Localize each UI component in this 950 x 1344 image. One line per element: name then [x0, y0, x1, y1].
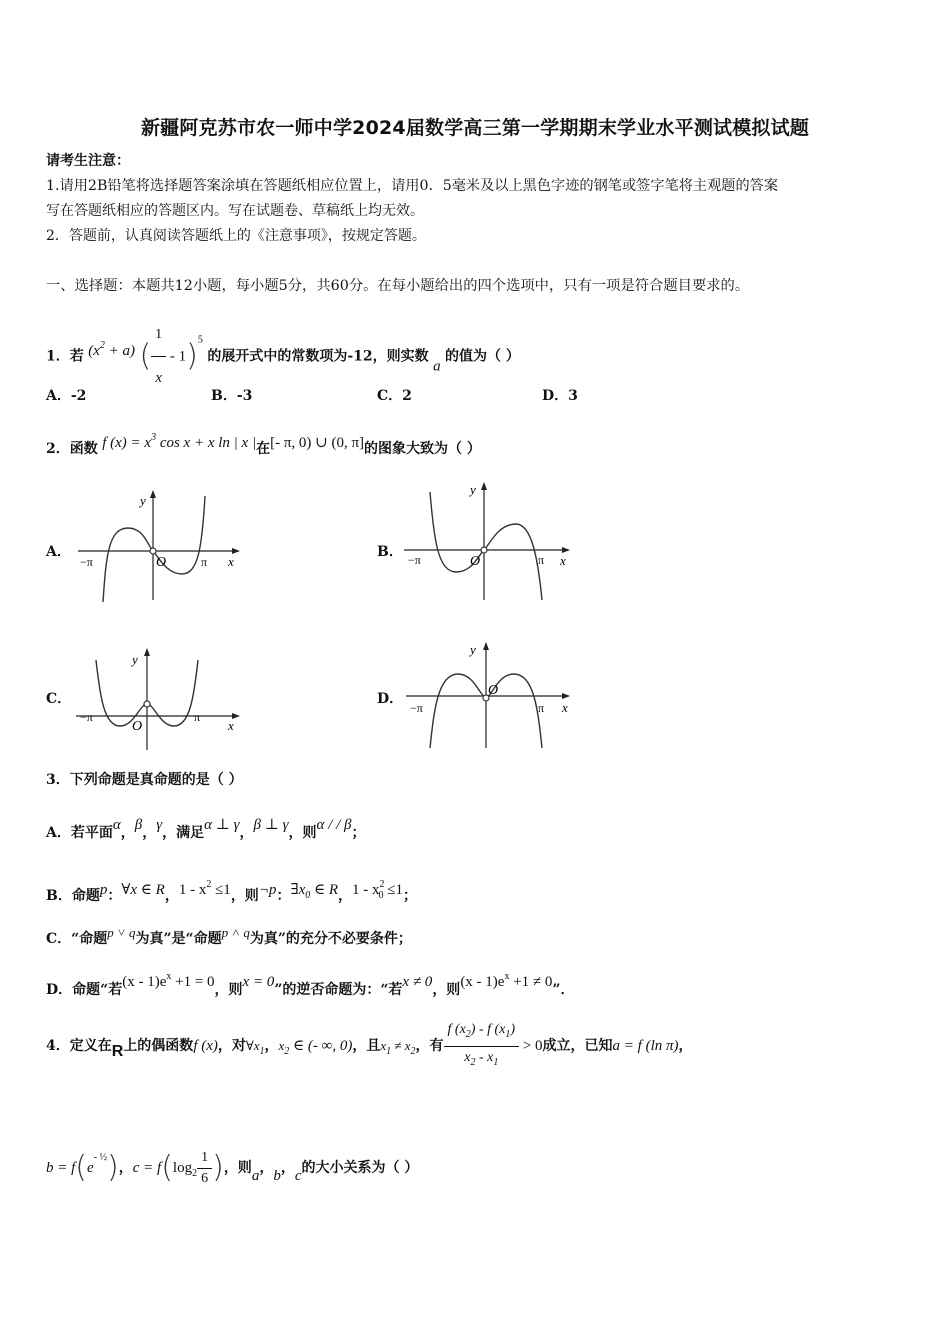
question-4-continued: $b = f(e^{- \frac{1}{2}})$，$c = f(\log_2$ $\frac{1}{6}$ )，则a，b，c的大小关系为（ ） [46, 1130, 418, 1186]
q2a-neg-pi: −π [80, 555, 93, 569]
q3d-end: ”． [552, 982, 575, 998]
q2b-pi: π [538, 553, 545, 567]
q4-e: e [87, 1160, 94, 1176]
notice-line-1: 1.请用2B铅笔将选择题答案涂填在答题纸相应位置上，请用0．5毫米及以上黑色字迹的钢笔或签字笔将主观题的答案 [46, 178, 779, 194]
q4-fx: f (x) [193, 1038, 218, 1054]
q2b-neg-pi: −π [408, 553, 421, 567]
q3d-then2: ，则 [432, 982, 461, 998]
q4-interval: $x_2$ ∈ (- ∞, 0) [278, 1038, 353, 1057]
q3b-prefix: B．命题 [46, 888, 100, 904]
q2c-x-label: x [228, 718, 234, 733]
question-4: 4．定义在R上的偶函数f (x)，对$\forall x_1$，$x_2$ ∈ (- ∞, 0)，且$x_1 \ne x_2$，有 $\frac{f (x_2) - f (x_1)}{x_2 - x_1}$ > 0成立，已知a = f (ln π)， [46, 1018, 693, 1074]
q3-option-b[interactable]: B．命题p：∀x ∈ R，$1 - x^2 \le 1$，则¬p：$\exists x_0$ ∈ R，$1 - x^2_0 \le 1$； [46, 879, 417, 904]
q3a-semi: ； [351, 825, 366, 841]
q4-t5: 成立，已知 [542, 1038, 613, 1054]
q2-in: 在 [256, 441, 271, 457]
q3a-alpha: α [112, 817, 121, 833]
q4-t3: ，且 [352, 1038, 381, 1054]
q4-var-b: b [273, 1168, 281, 1184]
q1-number: 1．若 [46, 348, 84, 365]
q4-t6: ，则 [223, 1160, 252, 1176]
q1-expr: $(x^2 + a)$ [88, 339, 135, 359]
q2d-origin: O [488, 683, 499, 698]
q3d-xne0: x ≠ 0 [402, 974, 433, 990]
q2c-origin: O [132, 719, 143, 734]
question-2 [46, 424, 481, 457]
q3d-expr: $(x - 1)e^x +1 = 0$ [122, 971, 215, 990]
q1-power: 5 [197, 334, 203, 346]
q3b-forall: ∀x ∈ R [121, 882, 165, 898]
q2b-origin: O [470, 554, 481, 569]
q3b-p: p [99, 882, 108, 898]
notice-line-3: 2．答题前，认真阅读答题纸上的《注意事项》，按规定答题。 [46, 228, 426, 244]
q3b-not-p: ¬p [258, 882, 277, 898]
q4-log-fraction: $\frac{1}{6}$ [197, 1148, 212, 1189]
q4-neq: $x_1 \ne x_2$ [380, 1038, 416, 1057]
q3a-gamma: γ [156, 817, 163, 833]
q3a-parallel: α / / β [316, 817, 352, 833]
q3d-expr2: $(x - 1)e^x +1 \ne 0$ [460, 971, 553, 990]
q3a-then: ，则 [288, 825, 317, 841]
q2-domain: [- π, 0) ∪ (0, π] [270, 435, 365, 451]
q2-label-c[interactable]: C． [46, 691, 72, 707]
q3c-p-and-q: p ˄ q [221, 925, 250, 940]
q4-gt0: > 0 [519, 1038, 543, 1054]
q3c-mid2: 为真”的充分不必要条件； [249, 931, 412, 947]
q4-log: $\log_2$ [172, 1160, 198, 1179]
q4-b-def: b = f [46, 1160, 76, 1176]
q2c-y-label: y [132, 652, 138, 667]
q2-graph-a[interactable] [70, 488, 250, 604]
q2-text: 的图象大致为（ ） [364, 441, 481, 457]
q1-text-1: 的展开式中的常数项为-12，则实数 [207, 348, 429, 365]
q3c-prefix: C．“命题 [46, 931, 108, 947]
q3-option-c[interactable] [46, 918, 412, 948]
q2d-y-label: y [470, 642, 476, 657]
q3b-then: ，则 [230, 888, 259, 904]
q4-a-def: a = f (ln π) [612, 1038, 679, 1054]
q3a-prefix: A．若平面 [46, 825, 113, 841]
q2a-origin: O [156, 555, 167, 570]
notice-heading: 请考生注意： [46, 153, 130, 169]
q4-c-def: c = f [132, 1160, 162, 1176]
q2a-pi: π [201, 555, 208, 569]
q3a-satisfy: ，满足 [162, 825, 205, 841]
q4-forall: $\forall x_1$ [245, 1038, 265, 1057]
q1-option-c[interactable]: C．2 [377, 388, 412, 404]
notice-line-2: 写在答题纸相应的答题区内。写在试题卷、草稿纸上均无效。 [46, 203, 424, 219]
q1-option-a[interactable]: A．-2 [46, 388, 87, 404]
q3b-ineq2: $1 - x^2_0 \le 1$ [352, 879, 403, 901]
q3-option-d[interactable] [46, 960, 575, 998]
q3a-perp1: α ⊥ γ [204, 817, 240, 833]
q1-text-2: 的值为（ ） [445, 348, 520, 365]
q2-label-d[interactable]: D． [377, 691, 404, 707]
q2a-x-label: x [228, 554, 234, 569]
q2-label-a[interactable]: A． [46, 544, 71, 560]
question-3-stem: 3．下列命题是真命题的是（ ） [46, 772, 243, 788]
q3b-ineq: $1 - x^2 \le 1$ [178, 879, 231, 898]
q3c-p-or-q: p ˅ q [107, 925, 136, 940]
q3b-exists: $\exists x_0$ ∈ R [290, 882, 339, 901]
q3d-then: ，则 [214, 982, 243, 998]
q3b-colon: ： [107, 888, 122, 904]
q4-var-c: c [294, 1168, 302, 1184]
q1-option-b[interactable]: B．-3 [211, 388, 253, 404]
q2-number: 2．函数 [46, 441, 98, 457]
q3a-beta: β [134, 817, 143, 833]
q4-exponent: - ½ [93, 1152, 108, 1163]
q2d-pi: π [538, 701, 545, 715]
q2-graph-b[interactable] [400, 480, 580, 604]
q2b-x-label: x [560, 553, 566, 568]
q4-var-a: a [251, 1168, 260, 1184]
q1-option-d[interactable]: D．3 [542, 388, 578, 404]
q3c-mid1: 为真”是“命题 [135, 931, 222, 947]
q2-function: f $(x) = x^3$ cos x + x ln | x | [102, 432, 257, 451]
q3d-mid: ”的逆否命题为：“若 [274, 982, 403, 998]
question-1: 1．若 $(x^2 + a)$ ( $\frac{1}{x}$ - 1)$^5$ 的展开式中的常数项为-12，则实数 a 的值为（ ） [46, 314, 520, 356]
q4-t7: 的大小关系为（ ） [301, 1160, 419, 1176]
q4-t1: 上的偶函数 [123, 1038, 194, 1054]
q2b-y-label: y [470, 482, 476, 497]
q3d-prefix: D．命题“若 [46, 982, 123, 998]
q2c-neg-pi: −π [80, 710, 93, 724]
q2d-neg-pi: −π [410, 701, 423, 715]
section-heading: 一、选择题：本题共12小题，每小题5分，共60分。在每小题给出的四个选项中，只有一项是符合题目要求的。 [46, 278, 750, 294]
q2c-pi: π [194, 710, 201, 724]
q4-t2: ，对 [217, 1038, 246, 1054]
q4-set-r: R [111, 1043, 124, 1060]
q1-minus-one: - 1 [166, 348, 187, 365]
q1-var-a: a [433, 358, 441, 375]
q2-graph-d[interactable] [400, 640, 580, 752]
q4-difference-quotient: $\frac{f (x_2) - f (x_1)}{x_2 - x_1}$ [444, 1019, 520, 1074]
page-title: 新疆阿克苏市农一师中学2024届数学高三第一学期期末学业水平测试模拟试题 [140, 117, 810, 139]
q3-option-a[interactable]: A．若平面α，β，γ，满足α ⊥ γ，β ⊥ γ，则α / / β； [46, 817, 366, 841]
q3d-x0: x = 0 [242, 974, 275, 990]
q2-graph-c[interactable] [70, 646, 250, 756]
q4-t4: ，有 [415, 1038, 444, 1054]
q3a-perp2: β ⊥ γ [253, 817, 289, 833]
q4-number: 4．定义在 [46, 1038, 112, 1054]
q2-label-b[interactable]: B． [377, 544, 403, 560]
q2a-y-label: y [140, 493, 146, 508]
q2d-x-label: x [562, 700, 568, 715]
q1-fraction: $\frac{1}{x}$ [151, 314, 166, 399]
